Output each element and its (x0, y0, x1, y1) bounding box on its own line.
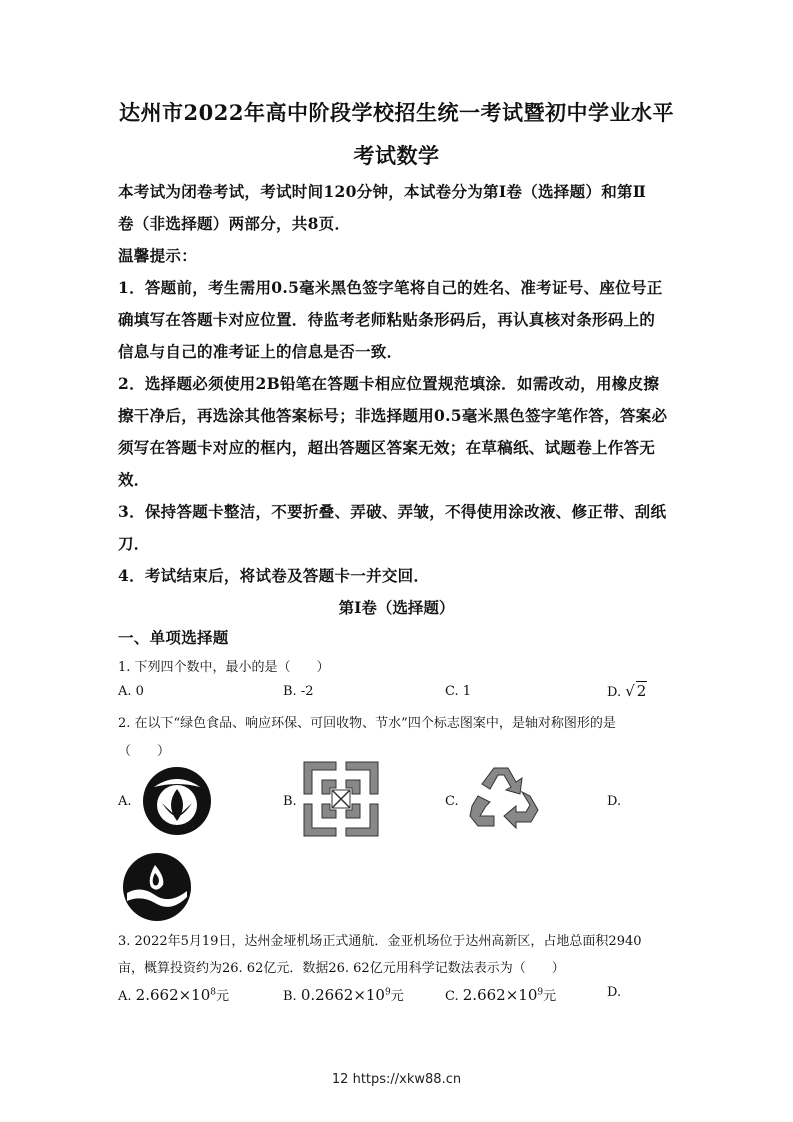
q1-option-c: C. 1 (445, 684, 472, 699)
page-footer: 12 https://xkw88.cn (331, 1072, 462, 1087)
tip3-line1: 3．保持答题卡整洁，不要折叠、弄破、弄皱，不得使用涂改液、修正带、刮纸 (118, 502, 667, 521)
q3-option-c-label: C. (445, 989, 459, 1004)
exam-title-line1: 达州市2022年高中阶段学校招生统一考试暨初中学业水平 (119, 100, 674, 125)
tip2-line1: 2．选择题必须使用2B铅笔在答题卡相应位置规范填涂．如需改动，用橡皮擦 (118, 374, 660, 393)
q2-option-c: C. (445, 794, 459, 809)
q2-option-b: B. (283, 794, 297, 809)
q2-option-d: D. (607, 794, 622, 809)
q3-option-a-coef: 2.662×10 (135, 986, 211, 1004)
recycle-logo-icon (464, 762, 544, 834)
intro-line1: 本考试为闭卷考试，考试时间120分钟，本试卷分为第Ⅰ卷（选择题）和第Ⅱ (118, 182, 647, 201)
q3-option-b-exp: 9 (384, 987, 391, 998)
q1-option-b: B. -2 (283, 684, 314, 699)
volume-title: 第Ⅰ卷（选择题） (338, 598, 455, 617)
q3-option-c (445, 985, 556, 1004)
q3-option-b-label: B. (283, 989, 297, 1004)
tip4-line: 4．考试结束后，将试卷及答题卡一并交回． (118, 566, 430, 585)
tip1-line2: 确填写在答题卡对应位置．待监考老师粘贴条形码后，再认真核对条形码上的 (118, 310, 656, 329)
tip1-line1: 1．答题前，考生需用0.5毫米黑色签字笔将自己的姓名、准考证号、座位号正 (118, 278, 663, 297)
q3-option-d: D. (607, 985, 622, 1000)
q3-option-a-unit: 元 (216, 989, 230, 1004)
q2-stem-line2: （ ） (118, 744, 171, 759)
q3-option-c-unit: 元 (543, 989, 557, 1004)
tip3-line2: 刀． (118, 534, 150, 553)
tip2-line2: 擦干净后，再选涂其他答案标号；非选择题用0.5毫米黑色签字笔作答，答案必 (118, 406, 668, 425)
tip2-line3: 须写在答题卡对应的框内，超出答题区答案无效；在草稿纸、试题卷上作答无 (118, 438, 656, 457)
q1-option-a: A. 0 (118, 684, 144, 699)
q3-option-c-coef: 2.662×10 (462, 986, 538, 1004)
tip2-line4: 效． (118, 470, 150, 489)
green-food-logo-icon (140, 765, 214, 837)
q3-option-a-exp: 8 (210, 987, 217, 998)
exam-title-line2: 考试数学 (353, 143, 440, 168)
eco-swastika-logo-icon (302, 760, 380, 838)
q3-option-b-unit: 元 (390, 989, 404, 1004)
sqrt-radicand: 2 (636, 682, 647, 700)
q3-stem-line2: 亩，概算投资约为26. 62亿元．数据26. 62亿元用科学记数法表示为（ ） (118, 961, 565, 976)
q1-stem: 1. 下列四个数中，最小的是（ ） (118, 660, 330, 675)
q3-option-b (283, 985, 404, 1004)
q1-option-d (607, 681, 647, 700)
q3-stem-line1: 3. 2022年5月19日，达州金垭机场正式通航．金亚机场位于达州高新区，占地总面积2940 (118, 934, 642, 949)
tip1-line3: 信息与自己的准考证上的信息是否一致． (118, 342, 403, 361)
water-saving-logo-icon (121, 851, 193, 923)
q3-option-b-coef: 0.2662×10 (300, 986, 385, 1004)
q1-option-d-label: D. (607, 685, 622, 700)
q3-option-c-exp: 9 (537, 987, 544, 998)
tips-heading: 温馨提示： (118, 246, 198, 265)
sqrt-expression: √ 2 (625, 682, 647, 700)
intro-line2: 卷（非选择题）两部分，共8页． (118, 214, 351, 233)
part-title: 一、单项选择题 (118, 628, 229, 647)
q3-option-a (118, 985, 229, 1004)
q3-option-a-label: A. (118, 989, 132, 1004)
q2-option-a: A. (118, 794, 132, 809)
q2-stem-line1: 2. 在以下“绿色食品、响应环保、可回收物、节水”四个标志图案中，是轴对称图形的是 (118, 716, 616, 731)
